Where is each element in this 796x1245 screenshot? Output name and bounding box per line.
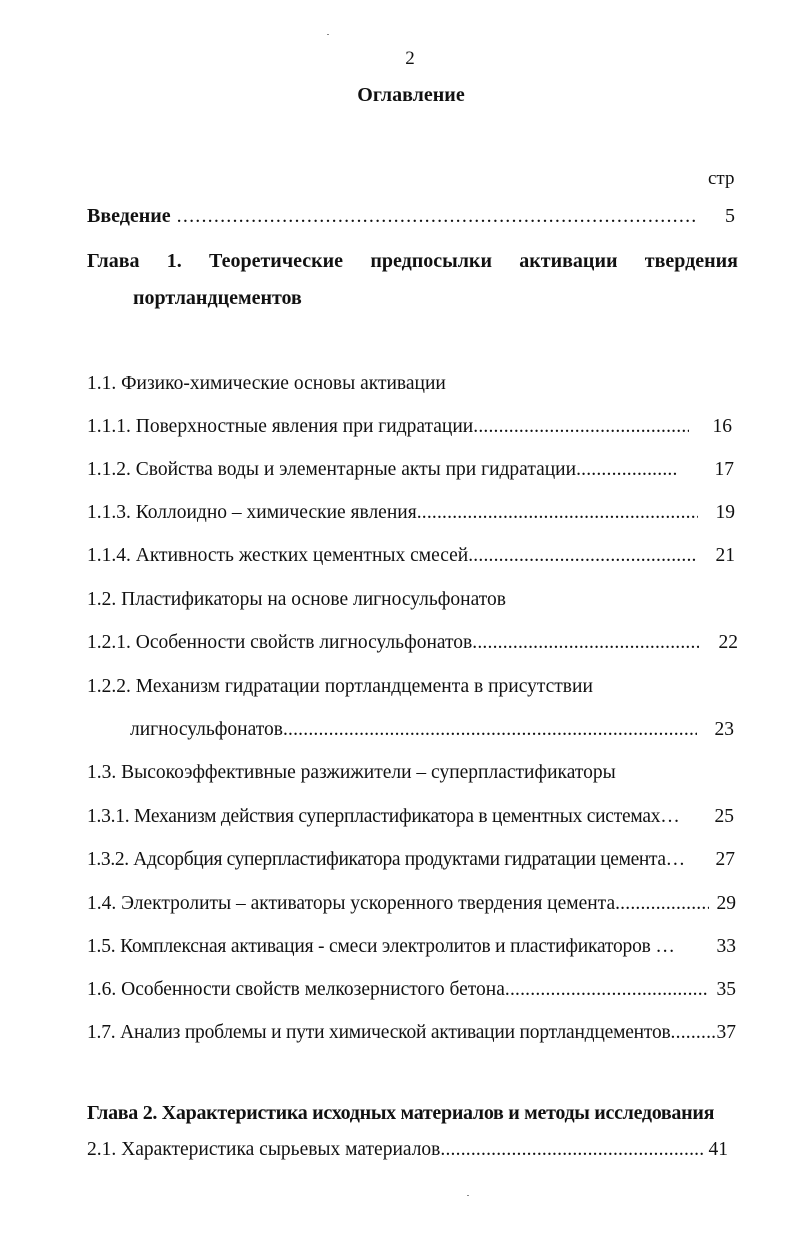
toc-section-1-2[interactable]: 1.2. Пластификаторы на основе лигносульфонатов <box>87 589 506 610</box>
leader-dots <box>505 979 707 1001</box>
toc-entry-label: 1.7. Анализ проблемы и пути химической активации портландцементов <box>87 1022 671 1043</box>
toc-entry-1-1-4[interactable] <box>87 545 735 573</box>
toc-section-1-1[interactable]: 1.1. Физико-химические основы активации <box>87 373 446 394</box>
toc-entry-page: 33 <box>716 936 736 957</box>
toc-entry-1-6[interactable] <box>87 979 736 1007</box>
toc-section-1-3[interactable]: 1.3. Высокоэффективные разжижители – суперпластификаторы <box>87 762 616 783</box>
toc-entry-label: 1.6. Особенности свойств мелкозернистого бетона <box>87 979 505 1000</box>
toc-entry-page: 22 <box>718 632 738 653</box>
toc-entry-page: 23 <box>714 719 734 740</box>
leader-dots <box>576 459 676 481</box>
toc-entry-label: 1.1.3. Коллоидно – химические явления <box>87 502 417 523</box>
chapter-1-word: Глава <box>87 250 140 272</box>
toc-entry-page: 19 <box>715 502 735 523</box>
toc-entry-1-2-1[interactable] <box>87 632 738 660</box>
toc-entry-1-3-2[interactable] <box>87 849 735 877</box>
toc-entry-1-2-2-line1[interactable]: 1.2.2. Механизм гидратации портландцемента в присутствии <box>87 676 593 697</box>
toc-entry-label: лигносульфонатов <box>130 719 283 740</box>
toc-entry-1-1-1[interactable] <box>87 416 732 444</box>
toc-entry-intro[interactable] <box>87 205 735 233</box>
page-column-label: стр <box>708 168 735 189</box>
leader-dots <box>671 1022 717 1044</box>
toc-entry-1-4[interactable] <box>87 893 736 921</box>
toc-entry-1-1-3[interactable] <box>87 502 735 530</box>
chapter-2-heading[interactable]: Глава 2. Характеристика исходных материалов и методы исследования <box>87 1102 715 1124</box>
toc-entry-2-1[interactable] <box>87 1139 728 1167</box>
leader-dots <box>283 719 697 741</box>
toc-entry-page: 5 <box>725 205 735 227</box>
toc-entry-label: 2.1. Характеристика сырьевых материалов <box>87 1139 441 1160</box>
chapter-1-word: твердения <box>644 250 738 272</box>
scan-speck <box>467 1195 469 1196</box>
toc-entry-1-7[interactable] <box>87 1022 736 1050</box>
toc-entry-page: 29 <box>716 893 736 914</box>
leader-dots <box>177 205 697 228</box>
page-title: Оглавление <box>357 84 465 106</box>
toc-entry-label: 1.3.1. Механизм действия суперпластификатора в цементных системах… <box>87 806 680 827</box>
scan-speck <box>327 34 329 35</box>
toc-entry-page: 41 <box>708 1139 728 1160</box>
chapter-1-word: активации <box>519 250 618 272</box>
toc-entry-label: 1.1.4. Активность жестких цементных смесей <box>87 545 469 566</box>
toc-entry-label: 1.4. Электролиты – активаторы ускоренного твердения цемента <box>87 893 616 914</box>
toc-entry-page: 17 <box>714 459 734 480</box>
leader-dots <box>440 1139 702 1161</box>
toc-entry-page: 27 <box>715 849 735 870</box>
toc-entry-page: 21 <box>715 545 735 566</box>
toc-entry-page: 35 <box>716 979 736 1000</box>
toc-entry-1-3-1[interactable] <box>87 806 734 834</box>
toc-entry-label: 1.1.2. Свойства воды и элементарные акты при гидратации <box>87 459 577 480</box>
toc-entry-page: 16 <box>712 416 732 437</box>
chapter-1-word: Теоретические <box>209 250 344 272</box>
toc-entry-label: 1.5. Комплексная активация - смеси электролитов и пластификаторов … <box>87 936 675 957</box>
toc-entry-label: 1.2.1. Особенности свойств лигносульфонатов <box>87 632 473 653</box>
toc-entry-1-1-2[interactable] <box>87 459 734 487</box>
leader-dots <box>615 893 708 915</box>
leader-dots <box>473 416 688 438</box>
leader-dots <box>417 502 698 524</box>
toc-entry-label: 1.3.2. Адсорбция суперпластификатора продуктами гидратации цемента… <box>87 849 685 870</box>
toc-entry-label: Введение <box>87 205 171 227</box>
chapter-1-heading[interactable] <box>87 250 738 273</box>
toc-entry-1-2-2[interactable] <box>130 719 734 747</box>
toc-entry-label: 1.1.1. Поверхностные явления при гидратации <box>87 416 474 437</box>
leader-dots <box>472 632 698 654</box>
toc-entry-1-5[interactable] <box>87 936 736 964</box>
page-number: 2 <box>405 48 415 69</box>
chapter-1-heading-line2: портландцементов <box>133 287 302 309</box>
toc-entry-page: 37 <box>716 1022 736 1043</box>
chapter-1-number: 1. <box>166 250 182 272</box>
toc-entry-page: 25 <box>714 806 734 827</box>
leader-dots <box>468 545 695 567</box>
chapter-1-word: предпосылки <box>370 250 492 272</box>
